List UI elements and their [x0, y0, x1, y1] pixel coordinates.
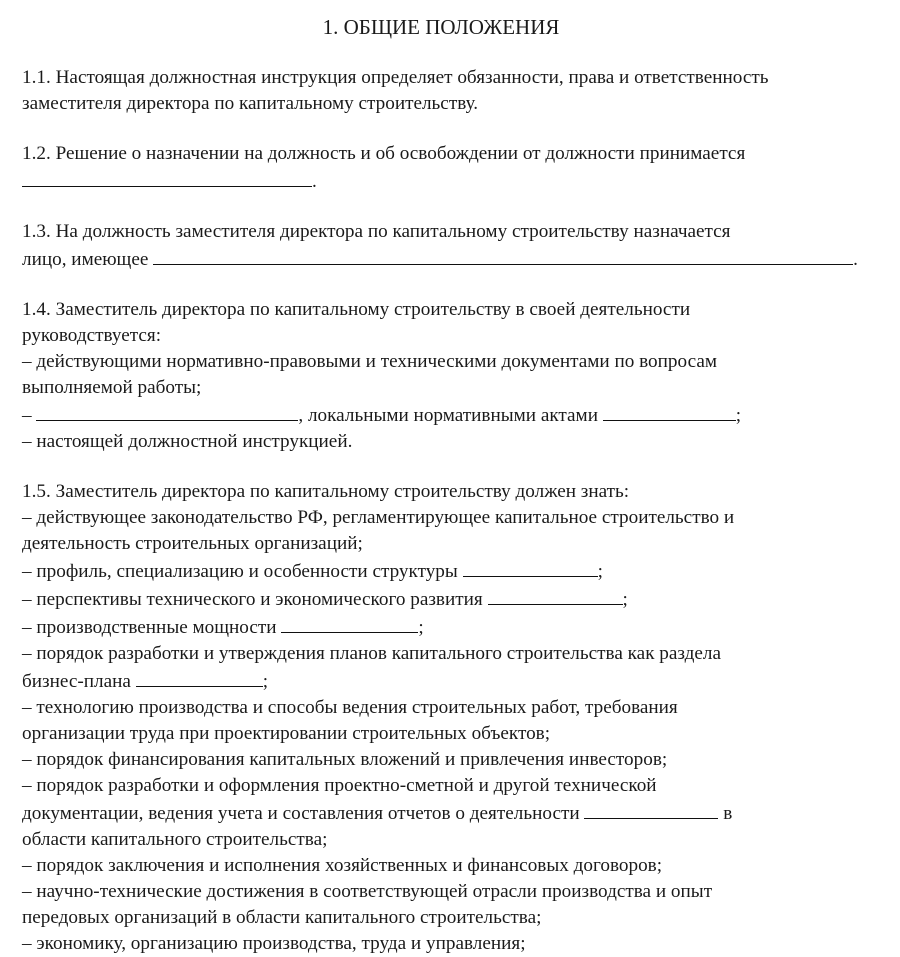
text-line: деятельность строительных организаций; [22, 533, 363, 554]
text-fragment: – [22, 405, 37, 426]
text-fragment: . [853, 249, 858, 270]
text-line: заместителя директора по капитальному строительству. [22, 93, 479, 114]
text-fragment: лицо, имеющее [22, 249, 154, 270]
list-item: – научно-технические достижения в соответствующей отрасли производства и опыт [22, 881, 713, 902]
text-line: организации труда при проектировании строительных объектов; [22, 723, 551, 744]
blank-fill-line [603, 401, 736, 421]
text-line: передовых организаций в области капитального строительства; [22, 907, 542, 928]
section-title: 1. ОБЩИЕ ПОЛОЖЕНИЯ [322, 15, 560, 39]
paragraph-1-4 [22, 297, 860, 455]
text-fragment: ; [262, 671, 269, 692]
blank-fill-line [584, 799, 718, 819]
text-fragment: ; [622, 589, 628, 610]
text-fragment: – перспективы технического и экономического развития [22, 589, 488, 610]
blank-fill-line [22, 167, 312, 187]
list-item: – действующее законодательство РФ, регламентирующее капитальное строительство и [22, 507, 735, 528]
text-fragment: . [312, 171, 317, 192]
paragraph-1-1 [22, 65, 860, 117]
blank-fill-line [136, 667, 263, 687]
list-item: – порядок заключения и исполнения хозяйственных и финансовых договоров; [22, 855, 663, 876]
text-line [22, 167, 860, 195]
list-item [22, 401, 860, 429]
blank-fill-line [36, 401, 298, 421]
text-line: выполняемой работы; [22, 377, 202, 398]
text-fragment: , локальными нормативными актами [298, 405, 603, 426]
blank-fill-line [463, 557, 598, 577]
text-line [22, 799, 860, 827]
text-fragment: в [718, 803, 733, 824]
text-fragment: – профиль, специализацию и особенности структуры [22, 561, 463, 582]
text-fragment: ; [418, 617, 424, 638]
text-line: 1.3. На должность заместителя директора по капитальному строительству назначается [22, 221, 731, 242]
blank-fill-line [281, 613, 418, 633]
list-item: – настоящей должностной инструкцией. [22, 431, 353, 452]
text-fragment: ; [597, 561, 603, 582]
text-line: 1.4. Заместитель директора по капитальному строительству в своей деятельности [22, 299, 691, 320]
paragraph-1-2 [22, 141, 860, 195]
list-item [22, 613, 860, 641]
text-line: 1.5. Заместитель директора по капитальному строительству должен знать: [22, 481, 630, 502]
text-fragment: документации, ведения учета и составления отчетов о деятельности [22, 803, 585, 824]
paragraph-1-5 [22, 479, 860, 957]
list-item: – технологию производства и способы ведения строительных работ, требования [22, 697, 678, 718]
list-item: – порядок разработки и оформления проектно-сметной и другой технической [22, 775, 657, 796]
text-line: области капитального строительства; [22, 829, 328, 850]
text-fragment: ; [735, 405, 742, 426]
blank-fill-line [488, 585, 623, 605]
list-item: – действующими нормативно-правовыми и техническими документами по вопросам [22, 351, 717, 372]
text-fragment: – производственные мощности [22, 617, 282, 638]
text-line [22, 245, 860, 273]
text-line: 1.2. Решение о назначении на должность и об освобождении от должности принимается [22, 143, 746, 164]
text-line: 1.1. Настоящая должностная инструкция определяет обязанности, права и ответственность [22, 67, 769, 88]
text-line [22, 667, 860, 695]
list-item: – порядок разработки и утверждения планов капитального строительства как раздела [22, 643, 722, 664]
list-item: – экономику, организацию производства, труда и управления; [22, 933, 526, 954]
blank-fill-line [153, 245, 853, 265]
text-line: руководствуется: [22, 325, 162, 346]
paragraph-1-3 [22, 219, 860, 273]
text-fragment: бизнес-плана [22, 671, 136, 692]
list-item [22, 557, 860, 585]
list-item: – порядок финансирования капитальных вложений и привлечения инвесторов; [22, 749, 668, 770]
list-item [22, 585, 860, 613]
